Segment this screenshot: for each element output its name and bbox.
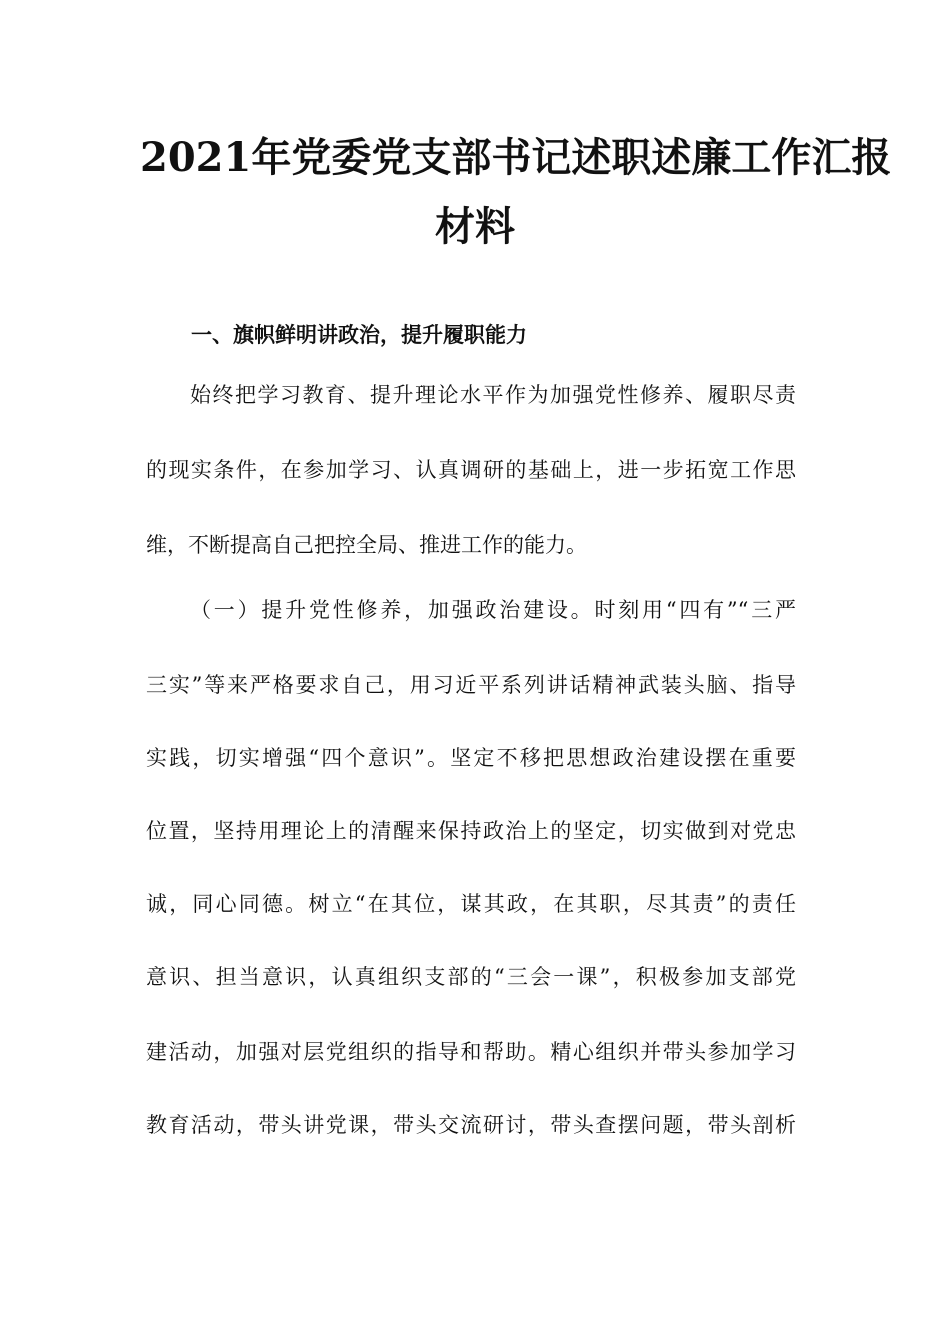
paragraph-line: 教育活动，带头讲党课，带头交流研讨，带头查摆问题，带头剖析 — [146, 1113, 796, 1137]
paragraph-line: 意识、担当意识，认真组织支部的“三会一课”，积极参加支部党 — [146, 965, 796, 989]
paragraph-line: 建活动，加强对层党组织的指导和帮助。精心组织并带头参加学习 — [146, 1040, 796, 1064]
paragraph-line: （一）提升党性修养，加强政治建设。时刻用“四有”“三严 — [190, 598, 796, 622]
paragraph-line: 三实”等来严格要求自己，用习近平系列讲话精神武装头脑、指导 — [146, 673, 796, 697]
paragraph-line: 诚，同心同德。树立“在其位，谋其政，在其职，尽其责”的责任 — [146, 892, 796, 916]
paragraph-line: 维，不断提高自己把控全局、推进工作的能力。 — [146, 533, 587, 557]
paragraph-line: 始终把学习教育、提升理论水平作为加强党性修养、履职尽责 — [190, 383, 796, 407]
document-title-line-2: 材料 — [435, 203, 515, 250]
paragraph-line: 的现实条件，在参加学习、认真调研的基础上，进一步拓宽工作思 — [146, 458, 796, 482]
paragraph-line: 实践，切实增强“四个意识”。坚定不移把思想政治建设摆在重要 — [146, 746, 796, 770]
paragraph-line: 位置，坚持用理论上的清醒来保持政治上的坚定，切实做到对党忠 — [146, 819, 796, 843]
section-heading: 一、旗帜鲜明讲政治，提升履职能力 — [191, 322, 527, 347]
document-title-line-1: 2021年党委党支部书记述职述廉工作汇报 — [140, 134, 892, 181]
